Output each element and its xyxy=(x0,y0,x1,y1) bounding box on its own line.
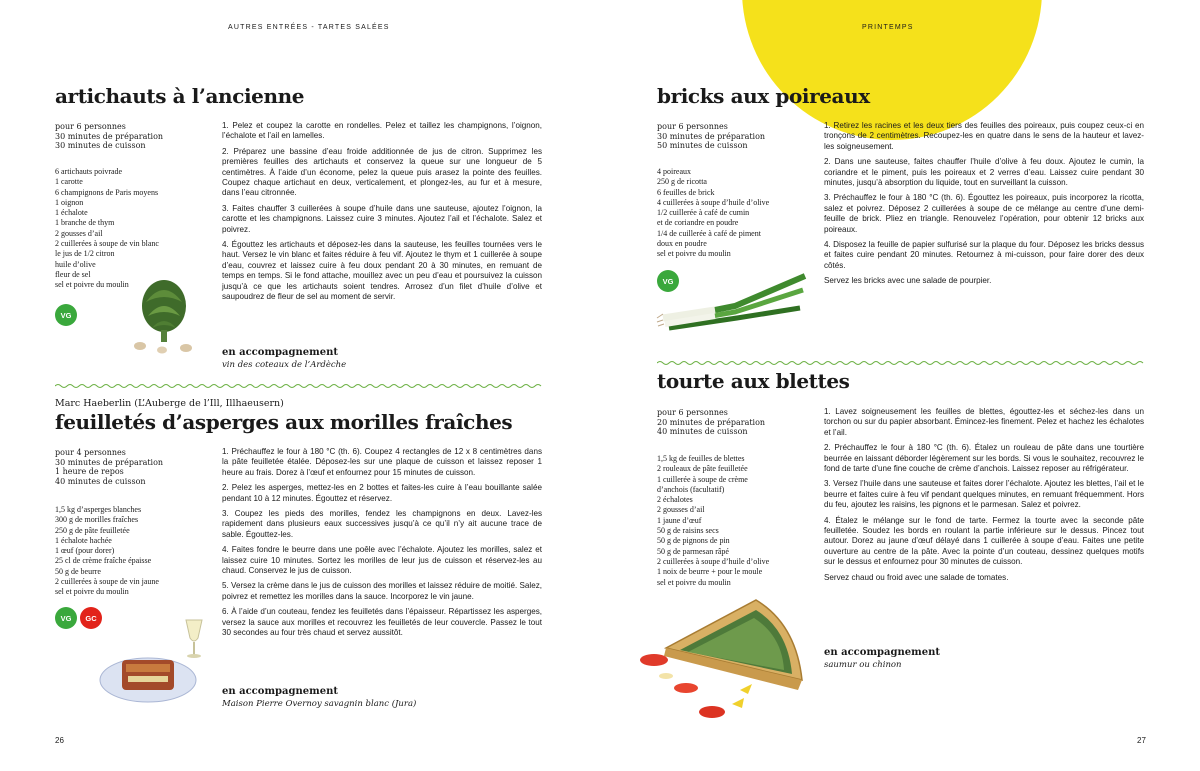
ingredient-item: 50 g de parmesan râpé xyxy=(657,546,729,556)
ingredient-item: 2 cuillerées à soupe de vin blanc xyxy=(55,239,159,249)
ingredient-item: 6 feuilles de brick xyxy=(657,187,715,197)
vegetarian-badge: VG xyxy=(55,304,77,326)
meta-prep: 30 minutes de préparation xyxy=(55,131,164,141)
vegetarian-badge: VG xyxy=(657,270,679,292)
ingredient-item: 2 rouleaux de pâte feuilletée xyxy=(657,464,748,474)
recipe-step: 3. Préchauffez le four à 180 °C (th. 6). Égouttez les poireaux, puis incorporez la ricotta, salez et poivrez. Déposez 2 cuillerées à soupe de ce mélange au centre d’une demi-feuille de brick. Pliez en triangle. Renouvelez l’opération, pour obtenir 12 bricks aux poireaux. xyxy=(824,193,1144,234)
ingredient-list xyxy=(657,167,769,260)
right-page xyxy=(600,0,1200,771)
tart-illustration xyxy=(636,594,816,724)
ingredient-item: 1 cuillerée à soupe de crème xyxy=(657,474,748,484)
recipe-title: feuilletés d’asperges aux morilles fraîches xyxy=(55,410,513,434)
recipe-meta xyxy=(55,448,163,486)
recipe-step: 2. Dans une sauteuse, faites chauffer l’huile d’olive à feu doux. Ajoutez le cumin, la coriandre et le piment, puis les poireaux et 2 verres d’eau. Laissez cuire pendant 30 minutes, jusqu’à absorption du liquide, tout en surveillant la cuisson. xyxy=(824,157,1144,188)
ingredient-item: 300 g de morilles fraîches xyxy=(55,515,139,525)
recipe-step: 4. Disposez la feuille de papier sulfurisé sur la plaque du four. Déposez les bricks dessus et faites cuire pendant 20 minutes. Retournez à mi-cuisson, pour faire dorer des deux côtés. xyxy=(824,240,1144,270)
ingredient-item: 1 branche de thym xyxy=(55,218,115,228)
recipe-steps xyxy=(824,121,1144,292)
meta-cook: 30 minutes de cuisson xyxy=(55,141,146,151)
recipe-step: 1. Pelez et coupez la carotte en rondelles. Pelez et taillez les champignons, l’oignon, l’échalote et l’ail en lamelles. xyxy=(222,121,542,141)
ingredient-item: 50 g de beurre xyxy=(55,566,101,576)
recipe-step: 4. Faites fondre le beurre dans une poêle avec l’échalote. Ajoutez les morilles, salez et laissez cuire 10 minutes. Sortez les morilles de leur jus de cuisson et réservez-les au chaud. Conservez le jus de cuisson. xyxy=(222,545,542,576)
recipe-meta xyxy=(55,122,163,151)
ingredient-item: sel et poivre du moulin xyxy=(55,280,129,290)
gluten-badge: GC xyxy=(80,607,102,629)
meta-servings: pour 4 personnes xyxy=(55,448,126,457)
running-head: AUTRES ENTRÉES - TARTES SALÉES xyxy=(228,24,390,31)
page-number: 26 xyxy=(55,736,64,745)
recipe-step: 3. Coupez les pieds des morilles, fendez les champignons en deux. Lavez-les rapidement dans plusieurs eaux successives jusqu’à ce qu’il n’y ait aucune trace de sable. Égouttez-les. xyxy=(222,509,542,539)
ingredient-item: huile d’olive xyxy=(55,259,96,269)
recipe-steps xyxy=(824,407,1144,588)
ingredient-item: 6 champignons de Paris moyens xyxy=(55,187,159,197)
meta-prep: 20 minutes de préparation xyxy=(657,417,766,427)
recipe-meta xyxy=(657,408,765,437)
recipe-step: 1. Lavez soigneusement les feuilles de blettes, égouttez-les et séchez-les dans un torchon ou sur du papier absorbant. Émincez-les finement. Pelez et hachez les échalotes et l’ail. xyxy=(824,407,1144,437)
meta-cook: 40 minutes de cuisson xyxy=(657,427,748,437)
ingredient-item: sel et poivre du moulin xyxy=(657,577,731,587)
recipe-meta xyxy=(657,122,765,151)
ingredient-item: 1 carotte xyxy=(55,177,83,187)
ingredient-item: 1,5 kg de feuilles de blettes xyxy=(657,454,745,463)
recipe-step: Servez les bricks avec une salade de pourpier. xyxy=(824,276,992,286)
meta-prep: 30 minutes de préparation xyxy=(657,131,766,141)
ingredient-item: 4 cuillerées à soupe d’huile d’olive xyxy=(657,197,770,207)
recipe-title: tourte aux blettes xyxy=(657,369,850,393)
recipe-step: 2. Pelez les asperges, mettez-les en 2 bottes et faites-les cuire à l’eau bouillante salée pendant 10 à 12 minutes. Égouttez et réservez. xyxy=(222,483,542,503)
meta-rest: 1 heure de repos xyxy=(55,467,124,477)
recipe-step: 4. Étalez le mélange sur le fond de tarte. Fermez la tourte avec la seconde pâte feuilletée. Soudez les bords en roulant la partie inférieure sur le dessus. Pincez tout autour. Dorez au jaune d’œuf délayé dans 1 cuillerée à soupe d’eau. Faites une petite ouverture au centre de la pâte. Avec la pointe d’un couteau, dessinez quelques motifs sur le dessus et enfournez pour 30 minutes de cuisson. xyxy=(824,515,1144,567)
ingredient-item: et de coriandre en poudre xyxy=(657,218,739,228)
accompaniment-text: Maison Pierre Overnoy savagnin blanc (Jura) xyxy=(222,699,417,709)
accompaniment-text: saumur ou chinon xyxy=(824,660,902,670)
chef-credit: Marc Haeberlin (L’Auberge de l’Ill, Illhaeusern) xyxy=(55,398,284,409)
running-head: PRINTEMPS xyxy=(862,24,914,31)
ingredient-item: sel et poivre du moulin xyxy=(55,587,129,597)
ingredient-item: sel et poivre du moulin xyxy=(657,249,731,259)
ingredient-item: 1 noix de beurre + pour le moule xyxy=(657,567,763,577)
ingredient-item: 1 échalote xyxy=(55,208,88,218)
section-divider xyxy=(55,383,545,389)
ingredient-list xyxy=(55,505,159,598)
feuillete-illustration xyxy=(98,618,213,708)
recipe-step: 4. Égouttez les artichauts et déposez-les dans la sauteuse, les feuilles tournées vers le haut. Versez le vin blanc et faites réduire à feu vif. Ajoutez le thym et 1 cuillerée à soupe d’eau, couvrez et laissez cuire à feu doux pendant 20 à 30 minutes, en remuant de temps en temps. Si le fond attache, mouillez avec un peu d’eau et poursuivez la cuisson jusqu’à ce que les artichauts soient tendres. Arrosez d’un filet d’huile d’olive et saupoudrez de fleur de sel au moment de servir. xyxy=(222,240,542,302)
yellow-circle-decoration xyxy=(742,0,1042,140)
ingredient-item: 4 poireaux xyxy=(657,167,691,176)
ingredient-item: fleur de sel xyxy=(55,269,91,279)
recipe-steps xyxy=(222,447,542,644)
recipe-step: Servez chaud ou froid avec une salade de tomates. xyxy=(824,572,1009,582)
accompaniment-label: en accompagnement xyxy=(222,347,338,358)
ingredient-item: 1 jaune d’œuf xyxy=(657,515,702,525)
meta-cook: 40 minutes de cuisson xyxy=(55,476,146,486)
page-number: 27 xyxy=(1137,736,1146,745)
recipe-title: artichauts à l’ancienne xyxy=(55,84,305,108)
meta-cook: 50 minutes de cuisson xyxy=(657,141,748,151)
ingredient-item: 2 gousses d’ail xyxy=(55,228,103,238)
ingredient-item: 25 cl de crème fraîche épaisse xyxy=(55,556,152,566)
recipe-step: 3. Versez l’huile dans une sauteuse et faites dorer l’échalote. Ajoutez les blettes, l’ail et le beurre et faites cuire à feu vif pendant quelques minutes, en remuant fréquemment. Hors du feu, ajoutez les raisins, les pignons et le parmesan. Salez et poivrez. xyxy=(824,479,1144,510)
ingredient-item: 2 échalotes xyxy=(657,495,693,505)
recipe-steps xyxy=(222,121,542,308)
ingredient-item: 2 gousses d’ail xyxy=(657,505,705,515)
accompaniment-text: vin des coteaux de l’Ardèche xyxy=(222,360,347,370)
ingredient-item: doux en poudre xyxy=(657,239,707,249)
recipe-step: 3. Faites chauffer 3 cuillerées à soupe d’huile dans une sauteuse, ajoutez l’oignon, la carotte et les champignons. Laissez cuire 3 minutes. Ajoutez l’ail et l’échalote. Salez et poivrez. xyxy=(222,203,542,234)
meta-prep: 30 minutes de préparation xyxy=(55,457,164,467)
meta-servings: pour 6 personnes xyxy=(657,122,728,131)
ingredient-item: 1 échalote hachée xyxy=(55,535,112,545)
accompaniment-label: en accompagnement xyxy=(222,686,338,697)
recipe-step: 2. Préchauffez le four à 180 °C (th. 6). Étalez un rouleau de pâte dans une tourtière beurrée en laissant déborder légèrement sur les bords. Si vous le souhaitez, recouvrez le fond de tarte d’une fine couche de crème d’anchois. Laissez reposer au réfrigérateur. xyxy=(824,443,1144,474)
ingredient-list xyxy=(657,454,769,588)
vegetarian-badge: VG xyxy=(55,607,77,629)
meta-servings: pour 6 personnes xyxy=(55,122,126,131)
ingredient-item: 1 oignon xyxy=(55,197,84,207)
ingredient-item: 50 g de raisins secs xyxy=(657,526,719,536)
recipe-step: 5. Versez la crème dans le jus de cuisson des morilles et laissez réduire de moitié. Salez, poivrez et remettez les morilles dans la sauce. Incorporez le vin jaune. xyxy=(222,581,542,601)
accompaniment-label: en accompagnement xyxy=(824,647,940,658)
ingredient-item: 50 g de pignons de pin xyxy=(657,536,730,546)
ingredient-item: 2 cuillerées à soupe de vin jaune xyxy=(55,577,159,587)
leek-illustration xyxy=(655,262,810,342)
ingredient-item: 2 cuillerées à soupe d’huile d’olive xyxy=(657,556,770,566)
ingredient-item: 1,5 kg d’asperges blanches xyxy=(55,505,142,514)
ingredient-item: le jus de 1/2 citron xyxy=(55,249,115,259)
recipe-step: 2. Préparez une bassine d’eau froide additionnée de jus de citron. Supprimez les premières feuilles des artichauts et conservez la queue sur une longueur de 5 centimètres. À l’aide d’un économe, pelez la queue puis arasez la pointe des feuilles. Coupez chaque artichaut en deux, verticalement, et plongez-les, au fur et à mesure, dans l’eau citronnée. xyxy=(222,146,542,198)
recipe-step: 1. Retirez les racines et les deux tiers des feuilles des poireaux, puis coupez ceux-ci en tronçons de 2 centimètres. Recoupez-les en quatre dans le sens de la hauteur et lavez-les soigneusement. xyxy=(824,121,1144,151)
ingredient-item: 250 g de pâte feuilletée xyxy=(55,525,130,535)
ingredient-item: 250 g de ricotta xyxy=(657,177,707,187)
ingredient-item: 1/4 de cuillerée à café de piment xyxy=(657,228,761,238)
ingredient-item: 6 artichauts poivrade xyxy=(55,167,123,176)
recipe-step: 1. Préchauffez le four à 180 °C (th. 6). Coupez 4 rectangles de 12 x 8 centimètres dans la pâte feuilletée étalée. Déposez-les sur une plaque de cuisson et laissez reposer 1 heure au frais. Dorez à l’œuf et enfournez pour 15 minutes de cuisson. xyxy=(222,447,542,477)
ingredient-item: 1 œuf (pour dorer) xyxy=(55,546,115,556)
recipe-step: 6. À l’aide d’un couteau, fendez les feuilletés dans l’épaisseur. Répartissez les asperges, versez la sauce aux morilles et recouvrez les feuilletés de leur couvercle. Passez le tout 30 secondes au four très chaud et servez aussitôt. xyxy=(222,607,542,638)
artichoke-illustration xyxy=(128,272,200,356)
ingredient-item: d’anchois (facultatif) xyxy=(657,484,725,494)
ingredient-item: 1/2 cuillerée à café de cumin xyxy=(657,208,750,218)
meta-servings: pour 6 personnes xyxy=(657,408,728,417)
recipe-title: bricks aux poireaux xyxy=(657,84,870,108)
section-divider xyxy=(657,360,1145,366)
